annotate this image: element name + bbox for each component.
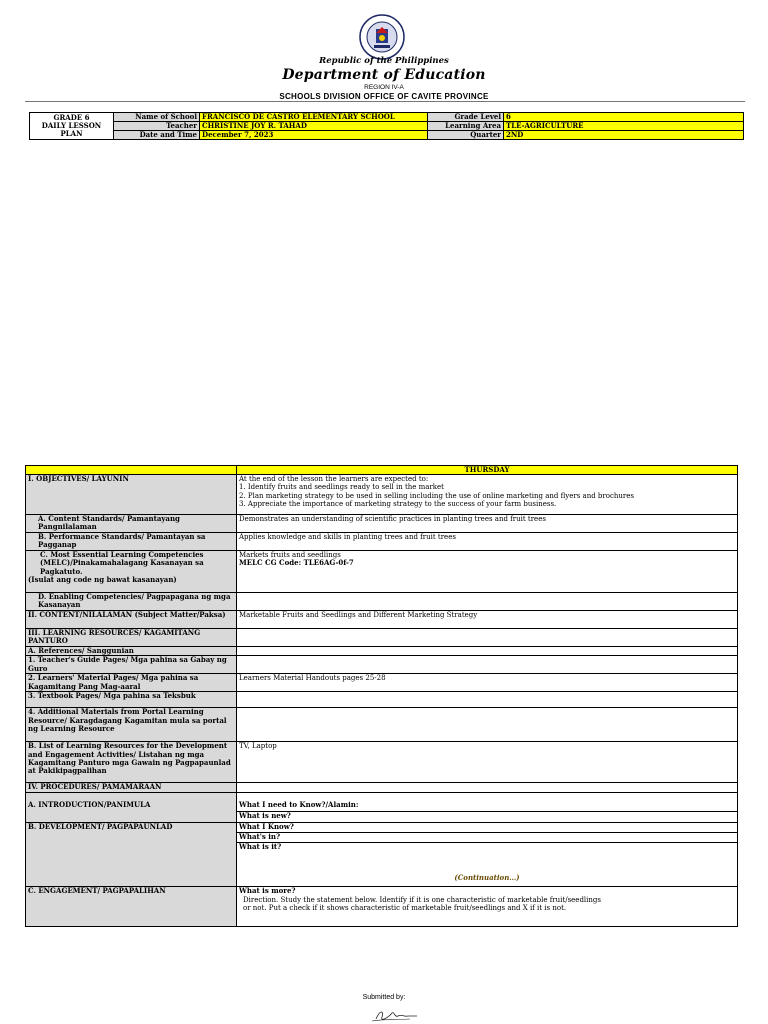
melc-note: (Isulat ang code ng bawat kasanayan): [28, 574, 177, 584]
lesson-info-table: [29, 112, 744, 140]
engagement-value: [237, 887, 738, 927]
references-value: [237, 647, 738, 656]
content-standards-label: A. Content Standards/ Pamantayang Pangnilalaman: [26, 515, 237, 533]
teachers-guide-value: [237, 656, 738, 674]
grade-value: 6: [504, 113, 744, 122]
department-title: Department of Education: [282, 67, 486, 83]
melc-value: [237, 551, 738, 593]
development-know: What I Know?: [237, 823, 738, 833]
school-label: Name of School: [114, 113, 200, 122]
resources-list-value: TV, Laptop: [237, 742, 738, 783]
development-is-it: [237, 843, 738, 887]
development-is-it-label: What is it?: [239, 842, 282, 852]
continuation-note: (Continuation…): [454, 872, 520, 882]
republic-line: Republic of the Philippines: [319, 56, 449, 66]
header-blank: [26, 466, 237, 475]
engagement-direction-2: or not. Put a check if it shows characteristic of marketable fruit/seedlings and X if it is not.: [243, 903, 567, 912]
day-header: THURSDAY: [237, 466, 738, 475]
plan-title-line-2: DAILY LESSON: [41, 121, 102, 130]
introduction-know: What I need to Know?/Alamin:: [237, 793, 738, 812]
textbook-label: 3. Textbook Pages/ Mga pahina sa Teksbuk: [26, 692, 237, 708]
quarter-label: Quarter: [428, 131, 504, 140]
content-label: II. CONTENT/NILALAMAN (Subject Matter/Paksa): [26, 611, 237, 629]
plan-title-line-3: PLAN: [60, 129, 83, 138]
enabling-value: [237, 593, 738, 611]
division-line: SCHOOLS DIVISION OFFICE OF CAVITE PROVINCE: [279, 92, 489, 101]
procedures-value: [237, 783, 738, 793]
performance-standards-label: B. Performance Standards/ Pamantayan sa Pagganap: [26, 533, 237, 551]
additional-materials-value: [237, 708, 738, 742]
introduction-new: What is new?: [237, 812, 738, 823]
teacher-value: CHRISTINE JOY R. TAHAD: [200, 122, 428, 131]
date-value: December 7, 2023: [200, 131, 428, 140]
grade-label: Grade Level: [428, 113, 504, 122]
teacher-label: Teacher: [114, 122, 200, 131]
area-label: Learning Area: [428, 122, 504, 131]
additional-materials-label: 4. Additional Materials from Portal Learning Resource/ Karagdagang Kagamitan mula sa portal ng Learning Resource: [26, 708, 237, 742]
deped-seal-logo: [354, 14, 410, 60]
lesson-plan-table: [25, 465, 738, 927]
plan-title-line-1: GRADE 6: [53, 113, 90, 122]
quarter-value: 2ND: [504, 131, 744, 140]
learners-material-label: 2. Learners' Material Pages/ Mga pahina sa Kagamitang Pang Mag-aaral: [26, 674, 237, 692]
date-label: Date and Time: [114, 131, 200, 140]
region-line: REGION IV-A: [364, 84, 404, 91]
objectives-value: [237, 475, 738, 515]
plan-title: [30, 113, 114, 140]
resources-list-label: B. List of Learning Resources for the Development and Engagement Activities/ Listahan ng mga Kagamitang Panturo mga Gawain ng Pagpapaunlad at Pakikipagpalihan: [26, 742, 237, 783]
area-value: TLE-AGRICULTURE: [504, 122, 744, 131]
textbook-value: [237, 692, 738, 708]
enabling-label: D. Enabling Competencies/ Pagpapagana ng mga Kasanayan: [26, 593, 237, 611]
performance-standards-value: Applies knowledge and skills in planting trees and fruit trees: [237, 533, 738, 551]
objective-1: 1. Identify fruits and seedlings ready to sell in the market: [239, 483, 444, 492]
signature-image: [370, 1006, 422, 1024]
references-label: A. References/ Sanggunian: [26, 647, 237, 656]
objectives-label: I. OBJECTIVES/ LAYUNIN: [26, 475, 237, 515]
learners-material-value: Learners Material Handouts pages 25-28: [237, 674, 738, 692]
melc-code: MELC CG Code: TLE6AG-0f-7: [239, 558, 354, 568]
engagement-label: C. ENGAGEMENT/ PAGPAPALIHAN: [26, 887, 237, 927]
melc-label-text: C. Most Essential Learning Competencies (MELC)/Pinakamahalagang Kasanayan sa Pagkatuto.: [40, 550, 204, 576]
header-divider: [25, 101, 745, 102]
resources-value: [237, 629, 738, 647]
development-label: B. DEVELOPMENT/ PAGPAPAUNLAD: [26, 823, 237, 887]
objective-3: 3. Appreciate the importance of marketing strategy to the success of your farm business.: [239, 499, 557, 508]
melc-competency: Markets fruits and seedlings: [239, 551, 341, 560]
introduction-label: A. INTRODUCTION/PANIMULA: [26, 793, 237, 823]
engagement-more: What is more?: [239, 886, 296, 896]
development-in: What's in?: [237, 833, 738, 843]
school-value: FRANCISCO DE CASTRO ELEMENTARY SCHOOL: [200, 113, 428, 122]
content-value: Marketable Fruits and Seedlings and Different Marketing Strategy: [237, 611, 738, 629]
engagement-direction-1: Direction. Study the statement below. Identify if it is one characteristic of marketable fruit/seedlings: [243, 895, 601, 904]
resources-label: III. LEARNING RESOURCES/ KAGAMITANG PANTURO: [26, 629, 237, 647]
submitted-by-label: Submitted by:: [362, 994, 406, 1001]
objective-2: 2. Plan marketing strategy to be used in selling including the use of online marketing and flyers and brochures: [239, 491, 634, 500]
procedures-label: IV. PROCEDURES/ PAMAMARAAN: [26, 783, 237, 793]
objectives-intro: At the end of the lesson the learners are expected to:: [239, 475, 429, 484]
teachers-guide-label: 1. Teacher's Guide Pages/ Mga pahina sa Gabay ng Guro: [26, 656, 237, 674]
content-standards-value: Demonstrates an understanding of scientific practices in planting trees and fruit trees: [237, 515, 738, 533]
melc-label: [26, 551, 237, 593]
